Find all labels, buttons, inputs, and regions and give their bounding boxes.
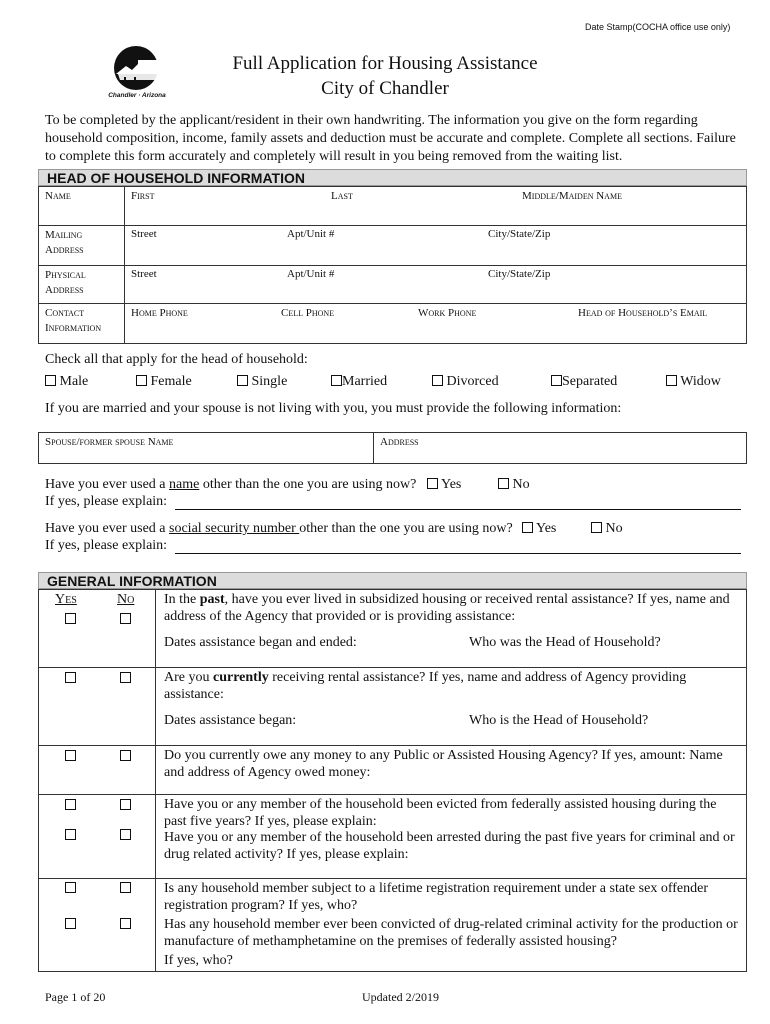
q2-dates-field[interactable]: Dates assistance began: bbox=[164, 713, 297, 728]
separated-checkbox[interactable] bbox=[551, 375, 562, 386]
option-male[interactable]: Male bbox=[45, 374, 88, 390]
other-ssn-question: Have you ever used a social security number other than the one you are using now? bbox=[45, 521, 513, 536]
female-checkbox[interactable] bbox=[136, 375, 147, 386]
marital-check-prompt: Check all that apply for the head of household: bbox=[45, 352, 308, 367]
physical-city-field[interactable]: City/State/Zip bbox=[488, 268, 551, 280]
mailing-label-1: Mailing bbox=[45, 229, 83, 241]
option-single[interactable]: Single bbox=[237, 374, 287, 390]
q6-yes-checkbox[interactable] bbox=[65, 882, 76, 893]
q3-owe-money: Do you currently owe any money to any Public or Assisted Housing Agency? If yes, amount: Name and address of Agency owed money: bbox=[164, 748, 723, 780]
other-name-question: Have you ever used a name other than the one you are using now? bbox=[45, 477, 417, 492]
option-female[interactable]: Female bbox=[136, 374, 192, 390]
yes-column-header: Yes bbox=[55, 592, 77, 607]
q1-past-assistance: In the past, have you ever lived in subsidized housing or received rental assistance? If yes, name and address of the Agency that provided or is providing assistance: bbox=[164, 592, 730, 624]
spouse-name-field[interactable]: Spouse/former spouse Name bbox=[45, 436, 174, 448]
q3-yes-checkbox[interactable] bbox=[65, 750, 76, 761]
option-married[interactable]: Married bbox=[331, 374, 387, 390]
other-name-no-checkbox[interactable] bbox=[498, 478, 509, 489]
mailing-apt-field[interactable]: Apt/Unit # bbox=[287, 228, 335, 240]
q2-no-checkbox[interactable] bbox=[120, 672, 131, 683]
other-ssn-yes-checkbox[interactable] bbox=[522, 522, 533, 533]
physical-apt-field[interactable]: Apt/Unit # bbox=[287, 268, 335, 280]
other-name-explain-line[interactable] bbox=[175, 509, 741, 510]
intro-paragraph: To be completed by the applicant/resident in their own handwriting. The information you give on the form regarding household composition, income, family assets and deduction must be accurate and complete. Complete all sections. Failure to complete this form accurately and completely will result in you being removed from the waiting list. bbox=[45, 113, 736, 164]
q1-head-field[interactable]: Who was the Head of Household? bbox=[469, 635, 661, 650]
mailing-street-field[interactable]: Street bbox=[131, 228, 157, 240]
q6-no-checkbox[interactable] bbox=[120, 882, 131, 893]
q4-no-checkbox[interactable] bbox=[120, 799, 131, 810]
other-ssn-yes[interactable]: Yes bbox=[522, 521, 556, 537]
q5-yes-checkbox[interactable] bbox=[65, 829, 76, 840]
middle-name-field[interactable]: Middle/Maiden Name bbox=[522, 190, 622, 202]
other-name-yes[interactable]: Yes bbox=[427, 477, 461, 493]
contact-label-2: Information bbox=[45, 322, 102, 334]
spouse-prompt: If you are married and your spouse is not living with you, you must provide the following information: bbox=[45, 401, 622, 416]
contact-label-1: Contact bbox=[45, 307, 85, 319]
q4-yes-checkbox[interactable] bbox=[65, 799, 76, 810]
last-name-field[interactable]: Last bbox=[331, 190, 353, 202]
form-subtitle: City of Chandler bbox=[321, 78, 449, 99]
mailing-city-field[interactable]: City/State/Zip bbox=[488, 228, 551, 240]
option-widow[interactable]: Widow bbox=[666, 374, 721, 390]
q4-evicted: Have you or any member of the household been evicted from federally assisted housing during the past five years? If yes, please explain: bbox=[164, 797, 717, 829]
q7-who-field[interactable]: If yes, who? bbox=[164, 953, 233, 968]
physical-label-1: Physical bbox=[45, 269, 86, 281]
other-ssn-explain-label: If yes, please explain: bbox=[45, 538, 168, 553]
q1-yes-checkbox[interactable] bbox=[65, 613, 76, 624]
spouse-address-field[interactable]: Address bbox=[380, 436, 419, 448]
q6-sex-offender: Is any household member subject to a lifetime registration requirement under a state sex offender registration program? If yes, who? bbox=[164, 881, 709, 913]
updated-date: Updated 2/2019 bbox=[362, 990, 439, 1004]
mailing-label-2: Address bbox=[45, 244, 84, 256]
other-name-yes-checkbox[interactable] bbox=[427, 478, 438, 489]
section-head-of-household: HEAD OF HOUSEHOLD INFORMATION bbox=[38, 169, 747, 186]
date-stamp-label: Date Stamp(COCHA office use only) bbox=[585, 22, 731, 32]
q5-arrested: Have you or any member of the household been arrested during the past five years for criminal and or drug related activity? If yes, please explain: bbox=[164, 830, 735, 862]
q2-current-assistance: Are you currently receiving rental assistance? If yes, name and address of Agency providing assistance: bbox=[164, 670, 687, 702]
q5-no-checkbox[interactable] bbox=[120, 829, 131, 840]
q3-no-checkbox[interactable] bbox=[120, 750, 131, 761]
other-ssn-no-checkbox[interactable] bbox=[591, 522, 602, 533]
male-checkbox[interactable] bbox=[45, 375, 56, 386]
page-number: Page 1 of 20 bbox=[45, 990, 106, 1004]
physical-street-field[interactable]: Street bbox=[131, 268, 157, 280]
widow-checkbox[interactable] bbox=[666, 375, 677, 386]
other-ssn-no[interactable]: No bbox=[591, 521, 623, 537]
divorced-checkbox[interactable] bbox=[432, 375, 443, 386]
q7-yes-checkbox[interactable] bbox=[65, 918, 76, 929]
other-name-no[interactable]: No bbox=[498, 477, 530, 493]
q7-methamphetamine: Has any household member ever been convicted of drug-related criminal activity for the production or manufacture of methamphetamine on the premises of federally assisted housing? bbox=[164, 917, 738, 949]
q2-yes-checkbox[interactable] bbox=[65, 672, 76, 683]
physical-label-2: Address bbox=[45, 284, 84, 296]
home-phone-field[interactable]: Home Phone bbox=[131, 307, 188, 319]
single-checkbox[interactable] bbox=[237, 375, 248, 386]
no-column-header: No bbox=[117, 592, 135, 607]
q2-head-field[interactable]: Who is the Head of Household? bbox=[469, 713, 649, 728]
section-general-information: GENERAL INFORMATION bbox=[38, 572, 747, 589]
first-name-field[interactable]: First bbox=[131, 190, 155, 202]
q1-no-checkbox[interactable] bbox=[120, 613, 131, 624]
q1-dates-field[interactable]: Dates assistance began and ended: bbox=[164, 635, 357, 650]
other-ssn-explain-line[interactable] bbox=[175, 553, 741, 554]
form-title: Full Application for Housing Assistance bbox=[232, 53, 538, 74]
option-divorced[interactable]: Divorced bbox=[432, 374, 499, 390]
work-phone-field[interactable]: Work Phone bbox=[418, 307, 477, 319]
name-row-label: Name bbox=[45, 190, 71, 202]
option-separated[interactable]: Separated bbox=[551, 374, 617, 390]
cell-phone-field[interactable]: Cell Phone bbox=[281, 307, 335, 319]
other-name-explain-label: If yes, please explain: bbox=[45, 494, 168, 509]
email-field[interactable]: Head of Household’s Email bbox=[578, 307, 708, 319]
married-checkbox[interactable] bbox=[331, 375, 342, 386]
q7-no-checkbox[interactable] bbox=[120, 918, 131, 929]
logo-caption: Chandler · Arizona bbox=[108, 92, 166, 99]
